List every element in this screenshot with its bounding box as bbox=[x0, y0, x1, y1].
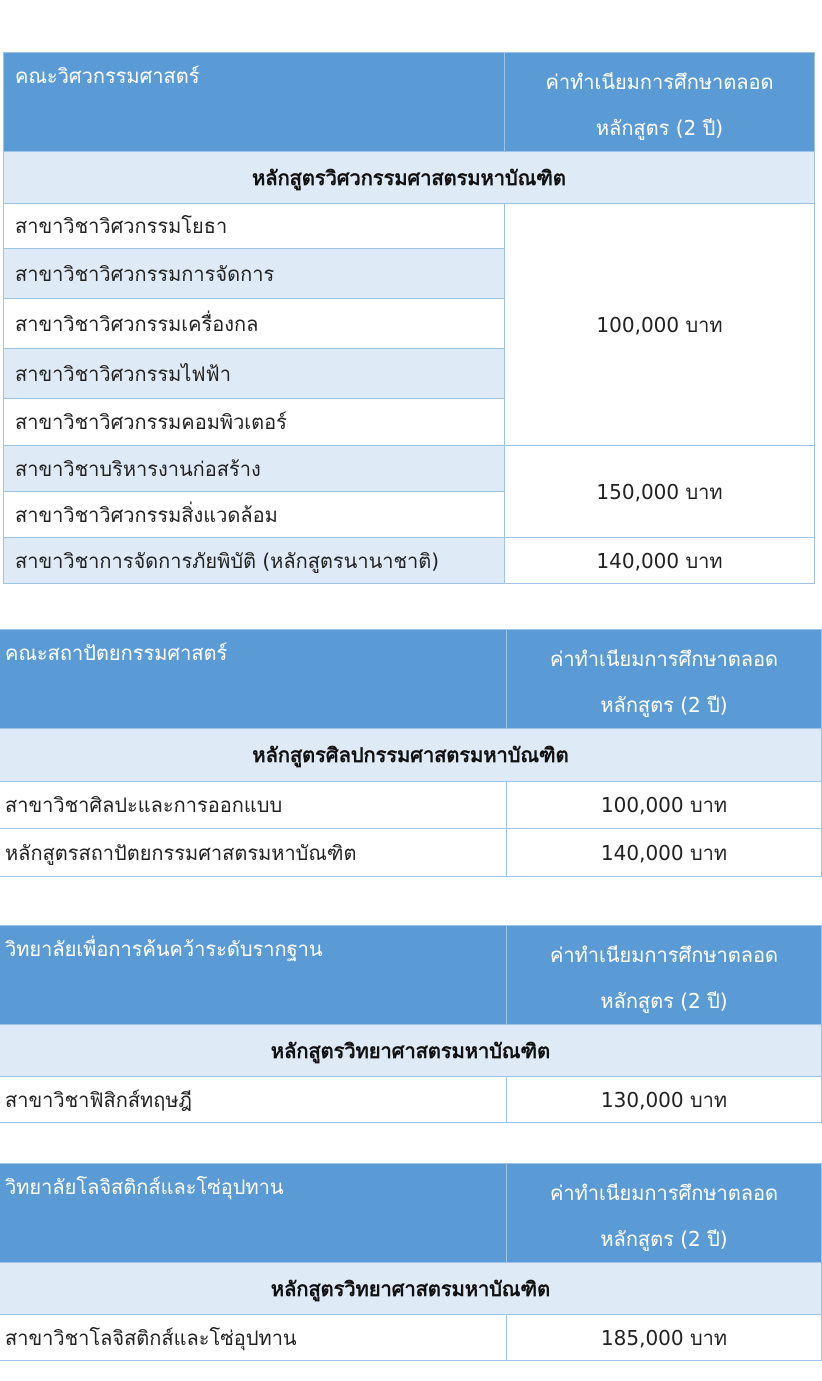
major-cell: สาขาวิชาวิศวกรรมไฟฟ้า bbox=[4, 349, 505, 399]
fee-header bbox=[507, 630, 822, 729]
fee-cell: 130,000 บาท bbox=[507, 1077, 822, 1123]
fee-header bbox=[505, 53, 815, 152]
program-title: หลักสูตรวิศวกรรมศาสตรมหาบัณฑิต bbox=[4, 152, 815, 204]
major-cell: หลักสูตรสถาปัตยกรรมศาสตรมหาบัณฑิต bbox=[0, 829, 507, 877]
major-cell: สาขาวิชาโลจิสติกส์และโซ่อุปทาน bbox=[0, 1315, 507, 1361]
fee-header-line1: ค่าทำเนียมการศึกษาตลอด bbox=[550, 1181, 778, 1205]
major-cell: สาขาวิชาฟิสิกส์ทฤษฎี bbox=[0, 1077, 507, 1123]
faculty-header: คณะวิศวกรรมศาสตร์ bbox=[4, 53, 505, 152]
fee-header-line1: ค่าทำเนียมการศึกษาตลอด bbox=[545, 70, 774, 94]
major-cell: สาขาวิชาวิศวกรรมโยธา bbox=[4, 204, 505, 249]
major-cell: สาขาวิชาวิศวกรรมสิ่งแวดล้อม bbox=[4, 492, 505, 538]
engineering-fee-table bbox=[3, 52, 815, 584]
major-cell: สาขาวิชาวิศวกรรมคอมพิวเตอร์ bbox=[4, 399, 505, 446]
program-title: หลักสูตรวิทยาศาสตรมหาบัณฑิต bbox=[0, 1263, 822, 1315]
fee-cell: 150,000 บาท bbox=[505, 446, 815, 538]
major-cell: สาขาวิชาการจัดการภัยพิบัติ (หลักสูตรนานาชาติ) bbox=[4, 538, 505, 584]
fee-cell: 140,000 บาท bbox=[507, 829, 822, 877]
logistics-college-fee-table bbox=[0, 1163, 822, 1361]
research-college-fee-table bbox=[0, 925, 822, 1123]
faculty-header: วิทยาลัยเพื่อการค้นคว้าระดับรากฐาน bbox=[0, 926, 507, 1025]
fee-header-line1: ค่าทำเนียมการศึกษาตลอด bbox=[550, 647, 778, 671]
program-title: หลักสูตรศิลปกรรมศาสตรมหาบัณฑิต bbox=[0, 729, 822, 782]
fee-cell: 185,000 บาท bbox=[507, 1315, 822, 1361]
major-cell: สาขาวิชาวิศวกรรมเครื่องกล bbox=[4, 299, 505, 349]
fee-cell: 140,000 บาท bbox=[505, 538, 815, 584]
fee-cell: 100,000 บาท bbox=[505, 204, 815, 446]
faculty-header: คณะสถาปัตยกรรมศาสตร์ bbox=[0, 630, 507, 729]
architecture-fee-table bbox=[0, 629, 822, 877]
fee-header-line2: หลักสูตร (2 ปี) bbox=[600, 693, 728, 717]
fee-header-line2: หลักสูตร (2 ปี) bbox=[600, 989, 728, 1013]
major-cell: สาขาวิชาบริหารงานก่อสร้าง bbox=[4, 446, 505, 492]
fee-header bbox=[507, 1164, 822, 1263]
fee-header bbox=[507, 926, 822, 1025]
fee-cell: 100,000 บาท bbox=[507, 782, 822, 829]
fee-header-line2: หลักสูตร (2 ปี) bbox=[595, 116, 724, 140]
major-cell: สาขาวิชาศิลปะและการออกแบบ bbox=[0, 782, 507, 829]
fee-header-line2: หลักสูตร (2 ปี) bbox=[600, 1227, 728, 1251]
program-title: หลักสูตรวิทยาศาสตรมหาบัณฑิต bbox=[0, 1025, 822, 1077]
fee-header-line1: ค่าทำเนียมการศึกษาตลอด bbox=[550, 943, 778, 967]
faculty-header: วิทยาลัยโลจิสติกส์และโซ่อุปทาน bbox=[0, 1164, 507, 1263]
major-cell: สาขาวิชาวิศวกรรมการจัดการ bbox=[4, 249, 505, 299]
